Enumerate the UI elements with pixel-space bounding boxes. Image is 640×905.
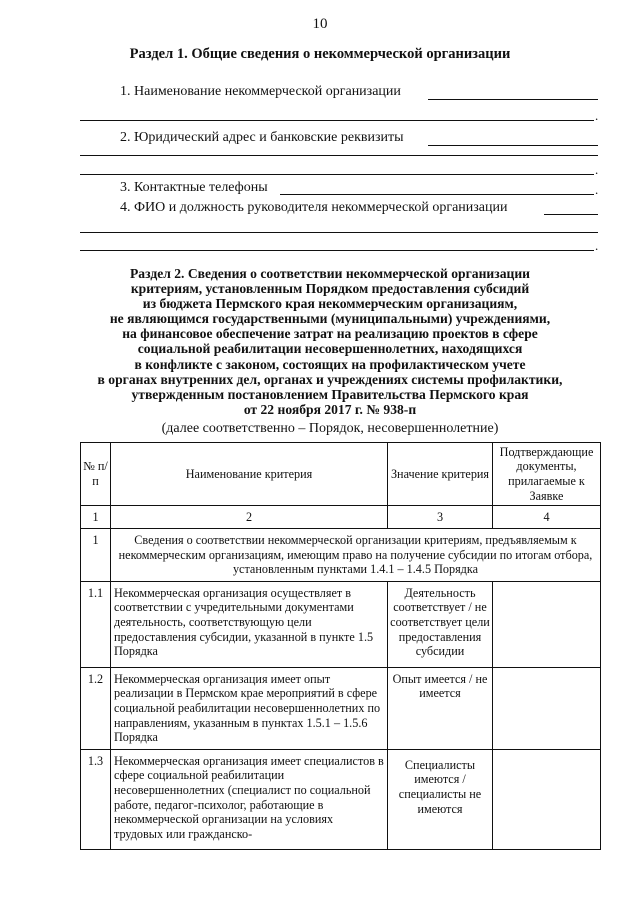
group-num: 1 xyxy=(81,529,111,582)
item2-field-line-3[interactable] xyxy=(80,174,594,175)
item4-field-line[interactable] xyxy=(544,214,598,215)
item3-field-line[interactable] xyxy=(280,194,594,195)
row-criterion: Некоммерческая организация имеет опыт реализации в Пермском крае мероприятий в сфере социальной реабилитации несовершеннолетних по направлениям, указанным в пунктах 1.5.1 – 1.5.6 Порядка xyxy=(111,667,388,749)
section2-title-line: в органах внутренних дел, органах и учреждениях системы профилактики, xyxy=(97,371,563,387)
section2-title-line: из бюджета Пермского края некоммерческим организациям, xyxy=(142,296,518,312)
row-num: 1.2 xyxy=(81,667,111,749)
column-number: 1 xyxy=(81,506,111,529)
page-number: 10 xyxy=(312,16,328,32)
item3-label: 3. Контактные телефоны xyxy=(120,180,268,195)
row-value: Опыт имеется / не имеется xyxy=(388,667,493,749)
item4-field-line-2[interactable] xyxy=(80,232,598,233)
row-docs-cell[interactable] xyxy=(493,667,601,749)
item1-field-line-2[interactable] xyxy=(80,120,594,121)
row-docs-cell[interactable] xyxy=(493,581,601,667)
row-num: 1.1 xyxy=(81,581,111,667)
item2-field-line-2[interactable] xyxy=(80,155,598,156)
item2-end-mark: . xyxy=(595,162,599,177)
column-number: 2 xyxy=(111,506,388,529)
header-num: № п/п xyxy=(81,443,111,506)
item3-end-mark: . xyxy=(595,182,599,197)
section2-title-line: от 22 ноября 2017 г. № 938-п xyxy=(243,401,417,417)
item1-end-mark: . xyxy=(595,108,599,123)
row-num: 1.3 xyxy=(81,749,111,849)
row-criterion: Некоммерческая организация осуществляет в соответствии с учредительными документами деятельность, соответствующую цели предоставления субсидии, указанной в пункте 1.5 Порядка xyxy=(111,581,388,667)
item2-label: 2. Юридический адрес и банковские реквизиты xyxy=(120,130,404,145)
table-row xyxy=(81,749,601,849)
row-value: Специалисты имеются / специалисты не имеются xyxy=(388,749,493,849)
item4-end-mark: . xyxy=(595,238,599,253)
header-value: Значение критерия xyxy=(388,443,493,506)
column-number-row xyxy=(81,506,601,529)
item1-label: 1. Наименование некоммерческой организации xyxy=(120,84,401,99)
section2-title-line: в конфликте с законом, состоящих на профилактическом учете xyxy=(134,356,526,372)
criteria-table xyxy=(80,442,601,850)
row-docs-cell[interactable] xyxy=(493,749,601,849)
header-docs: Подтверждающие документы, прилагаемые к Заявке xyxy=(493,443,601,506)
table-header-row xyxy=(81,443,601,506)
item4-label: 4. ФИО и должность руководителя некоммерческой организации xyxy=(120,200,508,215)
column-number: 3 xyxy=(388,506,493,529)
section1-title: Раздел 1. Общие сведения о некоммерческой организации xyxy=(129,46,511,62)
header-name: Наименование критерия xyxy=(111,443,388,506)
section2-title-line: Раздел 2. Сведения о соответствии некоммерческой организации xyxy=(130,266,530,281)
item2-field-line[interactable] xyxy=(428,145,598,146)
row-criterion: Некоммерческая организация имеет специалистов в сфере социальной реабилитации несовершеннолетних (специалист по социальной работе, педагог-психолог, работающие в некоммерческой организации на условиях трудовых или гражданско- xyxy=(111,749,388,849)
item4-field-line-3[interactable] xyxy=(80,250,594,251)
table-row xyxy=(81,667,601,749)
column-number: 4 xyxy=(493,506,601,529)
row-value: Деятельность соответствует / не соответствует цели предоставления субсидии xyxy=(388,581,493,667)
table-row xyxy=(81,581,601,667)
section2-title-line: не являющимся государственными (муниципальными) учреждениями, xyxy=(109,311,551,327)
section2-title xyxy=(0,266,640,436)
group-text: Сведения о соответствии некоммерческой организации критериям, предъявляемым к некоммерческим организациям, имеющим право на получение субсидии по итогам отбора, установленным пунктами 1.4.1 – 1.4.5 Порядка xyxy=(111,529,601,582)
item1-field-line[interactable] xyxy=(428,99,598,100)
section2-title-line: на финансовое обеспечение затрат на реализацию проектов в сфере xyxy=(122,326,538,342)
section2-title-line: критериям, установленным Порядком предоставления субсидий xyxy=(130,281,530,297)
group-row xyxy=(81,529,601,582)
section2-subtitle: (далее соответственно – Порядок, несовершеннолетние) xyxy=(161,420,499,436)
section2-title-line: социальной реабилитации несовершеннолетних, находящихся xyxy=(137,341,523,357)
section2-title-line: утвержденным постановлением Правительства Пермского края xyxy=(131,386,529,402)
